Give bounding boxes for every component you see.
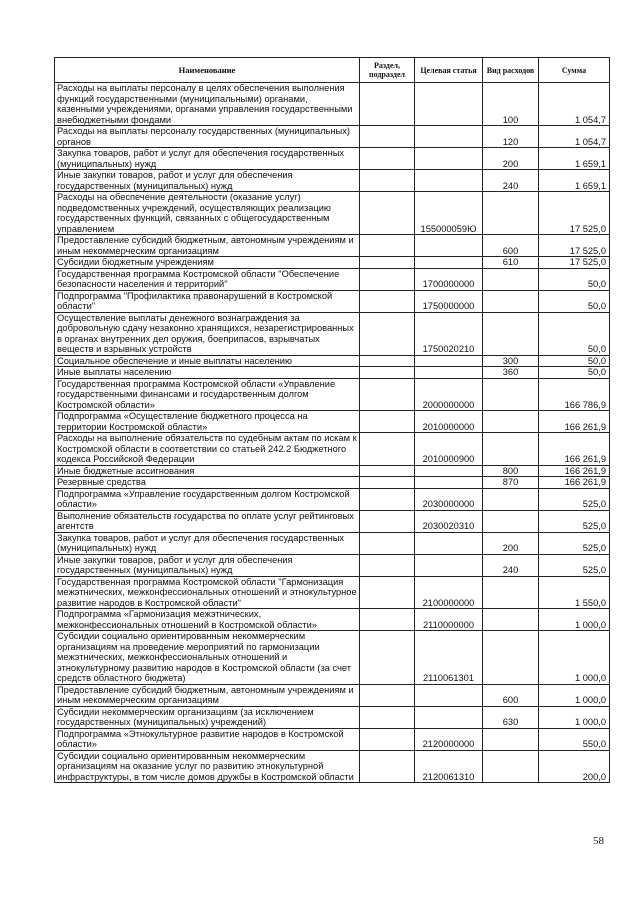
row-section-cell bbox=[360, 268, 415, 290]
row-sum-cell: 1 000,0 bbox=[539, 631, 610, 685]
table-row bbox=[55, 532, 610, 554]
table-row bbox=[55, 433, 610, 466]
row-name-cell: Закупка товаров, работ и услуг для обеспечения государственных (муниципальных) нужд bbox=[55, 532, 360, 554]
row-type-cell bbox=[483, 728, 539, 750]
row-section-cell bbox=[360, 684, 415, 706]
row-name-cell: Предоставление субсидий бюджетным, автономным учреждениям и иным некоммерческим организациям bbox=[55, 684, 360, 706]
budget-table bbox=[54, 57, 610, 783]
row-section-cell bbox=[360, 411, 415, 433]
row-sum-cell: 1 000,0 bbox=[539, 706, 610, 728]
row-target-cell: 2010000900 bbox=[415, 433, 483, 466]
row-type-cell: 200 bbox=[483, 532, 539, 554]
row-section-cell bbox=[360, 170, 415, 192]
row-type-cell: 800 bbox=[483, 465, 539, 477]
row-name-cell: Государственная программа Костромской области "Обеспечение безопасности населения и территорий" bbox=[55, 268, 360, 290]
table-row bbox=[55, 148, 610, 170]
row-target-cell: 1700000000 bbox=[415, 268, 483, 290]
row-type-cell: 870 bbox=[483, 477, 539, 489]
row-target-cell bbox=[415, 148, 483, 170]
row-name-cell: Выполнение обязательств государства по оплате услуг рейтинговых агентств bbox=[55, 510, 360, 532]
row-type-cell bbox=[483, 192, 539, 235]
row-name-cell: Иные бюджетные ассигнования bbox=[55, 465, 360, 477]
row-section-cell bbox=[360, 576, 415, 609]
row-sum-cell: 166 261,9 bbox=[539, 465, 610, 477]
row-type-cell bbox=[483, 411, 539, 433]
row-sum-cell: 166 261,9 bbox=[539, 433, 610, 466]
row-target-cell: 2010000000 bbox=[415, 411, 483, 433]
row-section-cell bbox=[360, 728, 415, 750]
table-row bbox=[55, 411, 610, 433]
row-target-cell bbox=[415, 235, 483, 257]
header-name: Наименование bbox=[55, 58, 360, 83]
row-name-cell: Иные выплаты населению bbox=[55, 367, 360, 379]
row-name-cell: Подпрограмма «Этнокультурное развитие народов в Костромской области» bbox=[55, 728, 360, 750]
row-sum-cell: 1 659,1 bbox=[539, 148, 610, 170]
row-type-cell bbox=[483, 576, 539, 609]
row-name-cell: Субсидии бюджетным учреждениям bbox=[55, 257, 360, 269]
row-name-cell: Иные закупки товаров, работ и услуг для обеспечения государственных (муниципальных) нужд bbox=[55, 170, 360, 192]
row-sum-cell: 1 659,1 bbox=[539, 170, 610, 192]
row-type-cell: 120 bbox=[483, 126, 539, 148]
header-sum: Сумма bbox=[539, 58, 610, 83]
row-target-cell bbox=[415, 706, 483, 728]
row-section-cell bbox=[360, 83, 415, 126]
row-type-cell: 240 bbox=[483, 554, 539, 576]
table-row bbox=[55, 355, 610, 367]
row-target-cell: 2120061310 bbox=[415, 750, 483, 783]
table-row bbox=[55, 510, 610, 532]
row-sum-cell: 50,0 bbox=[539, 355, 610, 367]
row-target-cell: 2110000000 bbox=[415, 609, 483, 631]
row-target-cell: 2030020310 bbox=[415, 510, 483, 532]
row-target-cell: 2100000000 bbox=[415, 576, 483, 609]
table-row bbox=[55, 257, 610, 269]
row-section-cell bbox=[360, 554, 415, 576]
row-sum-cell: 50,0 bbox=[539, 367, 610, 379]
row-target-cell bbox=[415, 126, 483, 148]
table-row bbox=[55, 750, 610, 783]
table-row bbox=[55, 554, 610, 576]
row-name-cell: Государственная программа Костромской области «Управление государственными финансами и государственным долгом Костромской области» bbox=[55, 378, 360, 411]
row-target-cell: 2000000000 bbox=[415, 378, 483, 411]
table-row bbox=[55, 477, 610, 489]
row-type-cell: 200 bbox=[483, 148, 539, 170]
row-type-cell: 600 bbox=[483, 684, 539, 706]
row-type-cell: 600 bbox=[483, 235, 539, 257]
row-name-cell: Подпрограмма «Гармонизация межэтнических, межконфессиональных отношений в Костромской области» bbox=[55, 609, 360, 631]
row-type-cell: 240 bbox=[483, 170, 539, 192]
row-section-cell bbox=[360, 257, 415, 269]
row-target-cell bbox=[415, 465, 483, 477]
row-type-cell: 100 bbox=[483, 83, 539, 126]
row-name-cell: Резервные средства bbox=[55, 477, 360, 489]
row-section-cell bbox=[360, 433, 415, 466]
row-sum-cell: 1 054,7 bbox=[539, 126, 610, 148]
table-row bbox=[55, 576, 610, 609]
row-sum-cell: 1 000,0 bbox=[539, 684, 610, 706]
row-type-cell: 630 bbox=[483, 706, 539, 728]
row-type-cell bbox=[483, 312, 539, 355]
row-target-cell: 1750020210 bbox=[415, 312, 483, 355]
row-section-cell bbox=[360, 378, 415, 411]
page-number: 58 bbox=[593, 835, 604, 847]
document-page bbox=[54, 57, 609, 783]
row-name-cell: Предоставление субсидий бюджетным, автономным учреждениям и иным некоммерческим организациям bbox=[55, 235, 360, 257]
row-section-cell bbox=[360, 148, 415, 170]
row-name-cell: Субсидии социально ориентированным некоммерческим организациям на проведение мероприятий по гармонизации межэтнических, межконфессиональных отношений и этнокультурному развитию народов в Костромской области (за счет средств областного бюджета) bbox=[55, 631, 360, 685]
row-target-cell bbox=[415, 367, 483, 379]
table-row bbox=[55, 609, 610, 631]
row-sum-cell: 525,0 bbox=[539, 532, 610, 554]
row-type-cell bbox=[483, 378, 539, 411]
row-target-cell: 2030000000 bbox=[415, 488, 483, 510]
row-type-cell bbox=[483, 433, 539, 466]
row-sum-cell: 525,0 bbox=[539, 488, 610, 510]
row-type-cell bbox=[483, 488, 539, 510]
row-section-cell bbox=[360, 290, 415, 312]
row-target-cell bbox=[415, 477, 483, 489]
row-type-cell bbox=[483, 268, 539, 290]
row-name-cell: Расходы на выплаты персоналу государственных (муниципальных) органов bbox=[55, 126, 360, 148]
row-sum-cell: 166 786,9 bbox=[539, 378, 610, 411]
row-section-cell bbox=[360, 532, 415, 554]
row-type-cell bbox=[483, 631, 539, 685]
row-type-cell bbox=[483, 750, 539, 783]
row-target-cell: 1750000000 bbox=[415, 290, 483, 312]
row-sum-cell: 200,0 bbox=[539, 750, 610, 783]
table-row bbox=[55, 83, 610, 126]
row-section-cell bbox=[360, 609, 415, 631]
table-row bbox=[55, 488, 610, 510]
row-target-cell: 2110061301 bbox=[415, 631, 483, 685]
row-sum-cell: 1 000,0 bbox=[539, 609, 610, 631]
row-sum-cell: 50,0 bbox=[539, 312, 610, 355]
row-name-cell: Субсидии социально ориентированным некоммерческим организациям на оказание услуг по развитию этнокультурной инфраструктуры, в том числе домов дружбы в Костромской области bbox=[55, 750, 360, 783]
row-section-cell bbox=[360, 235, 415, 257]
table-row bbox=[55, 706, 610, 728]
row-sum-cell: 50,0 bbox=[539, 268, 610, 290]
row-sum-cell: 166 261,9 bbox=[539, 411, 610, 433]
table-row bbox=[55, 290, 610, 312]
row-section-cell bbox=[360, 367, 415, 379]
row-target-cell: 2120000000 bbox=[415, 728, 483, 750]
row-section-cell bbox=[360, 477, 415, 489]
row-target-cell bbox=[415, 83, 483, 126]
row-section-cell bbox=[360, 312, 415, 355]
header-section: Раздел, подраздел bbox=[360, 58, 415, 83]
header-target: Целевая статья bbox=[415, 58, 483, 83]
row-sum-cell: 17 525,0 bbox=[539, 257, 610, 269]
table-header-row bbox=[55, 58, 610, 83]
table-row bbox=[55, 126, 610, 148]
row-section-cell bbox=[360, 631, 415, 685]
row-sum-cell: 166 261,9 bbox=[539, 477, 610, 489]
row-sum-cell: 525,0 bbox=[539, 554, 610, 576]
table-row bbox=[55, 465, 610, 477]
table-row bbox=[55, 235, 610, 257]
row-sum-cell: 17 525,0 bbox=[539, 192, 610, 235]
row-type-cell: 300 bbox=[483, 355, 539, 367]
row-sum-cell: 1 550,0 bbox=[539, 576, 610, 609]
row-type-cell: 610 bbox=[483, 257, 539, 269]
row-name-cell: Иные закупки товаров, работ и услуг для обеспечения государственных (муниципальных) нужд bbox=[55, 554, 360, 576]
row-name-cell: Осуществление выплаты денежного вознаграждения за добровольную сдачу незаконно хранящихся, незарегистрированных в органах внутренних дел оружия, боеприпасов, взрывчатых веществ и взрывных устройств bbox=[55, 312, 360, 355]
table-row bbox=[55, 367, 610, 379]
row-target-cell: 155000059Ю bbox=[415, 192, 483, 235]
table-row bbox=[55, 684, 610, 706]
row-name-cell: Подпрограмма «Управление государственным долгом Костромской области» bbox=[55, 488, 360, 510]
row-section-cell bbox=[360, 355, 415, 367]
row-section-cell bbox=[360, 126, 415, 148]
row-sum-cell: 525,0 bbox=[539, 510, 610, 532]
row-type-cell bbox=[483, 510, 539, 532]
table-row bbox=[55, 312, 610, 355]
row-sum-cell: 17 525,0 bbox=[539, 235, 610, 257]
row-name-cell: Расходы на обеспечение деятельности (оказание услуг) подведомственных учреждений, осуществляющих реализацию государственных функций, связанных с общегосударственным управлением bbox=[55, 192, 360, 235]
row-target-cell bbox=[415, 170, 483, 192]
row-name-cell: Подпрограмма "Профилактика правонарушений в Костромской области" bbox=[55, 290, 360, 312]
row-name-cell: Подпрограмма «Осуществление бюджетного процесса на территории Костромской области» bbox=[55, 411, 360, 433]
row-section-cell bbox=[360, 706, 415, 728]
row-name-cell: Субсидии некоммерческим организациям (за исключением государственных (муниципальных) учреждений) bbox=[55, 706, 360, 728]
row-name-cell: Расходы на выплаты персоналу в целях обеспечения выполнения функций государственными (муниципальными) органами, казенными учреждениями, органами управления государственными внебюджетными фондами bbox=[55, 83, 360, 126]
row-section-cell bbox=[360, 192, 415, 235]
row-target-cell bbox=[415, 355, 483, 367]
row-sum-cell: 1 054,7 bbox=[539, 83, 610, 126]
row-target-cell bbox=[415, 257, 483, 269]
row-section-cell bbox=[360, 510, 415, 532]
row-name-cell: Государственная программа Костромской области "Гармонизация межэтнических, межконфессиональных отношений и этнокультурное развитие народов в Костромской области" bbox=[55, 576, 360, 609]
row-sum-cell: 50,0 bbox=[539, 290, 610, 312]
row-target-cell bbox=[415, 532, 483, 554]
table-row bbox=[55, 192, 610, 235]
row-name-cell: Закупка товаров, работ и услуг для обеспечения государственных (муниципальных) нужд bbox=[55, 148, 360, 170]
row-sum-cell: 550,0 bbox=[539, 728, 610, 750]
row-section-cell bbox=[360, 750, 415, 783]
row-section-cell bbox=[360, 488, 415, 510]
row-type-cell bbox=[483, 290, 539, 312]
row-name-cell: Социальное обеспечение и иные выплаты населению bbox=[55, 355, 360, 367]
table-row bbox=[55, 378, 610, 411]
table-row bbox=[55, 728, 610, 750]
row-type-cell: 360 bbox=[483, 367, 539, 379]
row-target-cell bbox=[415, 554, 483, 576]
row-type-cell bbox=[483, 609, 539, 631]
row-name-cell: Расходы на выполнение обязательств по судебным актам по искам к Костромской области в соответствии со статьей 242.2 Бюджетного кодекса Российской Федерации bbox=[55, 433, 360, 466]
row-section-cell bbox=[360, 465, 415, 477]
row-target-cell bbox=[415, 684, 483, 706]
table-row bbox=[55, 170, 610, 192]
table-row bbox=[55, 631, 610, 685]
table-row bbox=[55, 268, 610, 290]
header-type: Вид расходов bbox=[483, 58, 539, 83]
